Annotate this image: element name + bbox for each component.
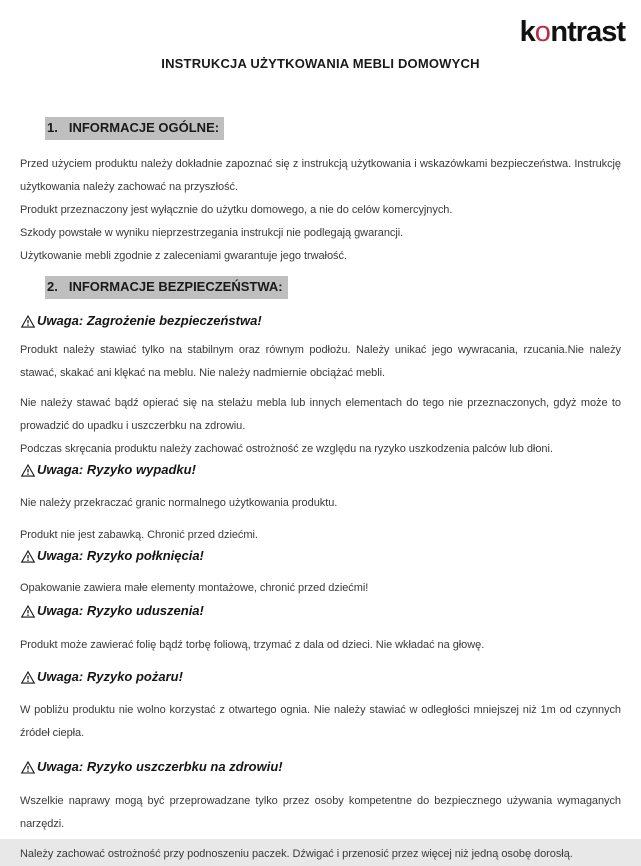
paragraph: Nie należy przekraczać granic normalnego użytkowania produktu. [20,497,338,509]
paragraph: Nie należy stawać bądź opierać się na stelażu mebla lub innych elementach do tego nie przeznaczonych, gdyż może to prowadzić do upadku i uszczerbku na zdrowiu. [20,397,621,432]
section-heading-informacje-bezpieczenstwa [45,276,621,299]
kontrast-logo [520,16,625,48]
logo-text-part2: ntrast [550,16,625,48]
page-header [0,0,641,50]
warning-triangle-icon [20,549,36,564]
warning-label: Uwaga: Ryzyko uduszenia! [37,603,204,618]
warning-triangle-icon [20,314,36,329]
warning-triangle-icon [20,604,36,619]
paragraph: Szkody powstałe w wyniku nieprzestrzegania instrukcji nie podlegają gwarancji. [20,227,404,239]
warning-triangle-icon [20,463,36,478]
warning-triangle-icon [20,670,36,685]
section-heading-label: INFORMACJE OGÓLNE: [68,120,220,135]
warning-triangle-icon [20,760,36,775]
paragraph: Należy zachować ostrożność przy podnoszeniu paczek. Dźwigać i przenosić przez więcej niż jedną osobę dorosłą. [20,848,573,860]
warning-heading [20,461,621,479]
paragraph: Opakowanie zawiera małe elementy montażowe, chronić przed dziećmi! [20,582,369,594]
paragraph: Produkt nie jest zabawką. Chronić przed dziećmi. [20,529,258,541]
paragraph: Podczas skręcania produktu należy zachować ostrożność ze względu na ryzyko uszkodzenia palców lub dłoni. [20,443,553,455]
paragraph: W pobliżu produktu nie wolno korzystać z otwartego ognia. Nie należy stawiać w odległości mniejszej niż 1m od czynnych źródeł ciepła. [20,704,621,739]
paragraph: Użytkowanie mebli zgodnie z zaleceniami gwarantuje jego trwałość. [20,250,347,262]
paragraph: Produkt przeznaczony jest wyłącznie do użytku domowego, a nie do celów komercyjnych. [20,204,453,216]
logo-red-o-icon: o [534,16,551,48]
page-title: INSTRUKCJA UŻYTKOWANIA MEBLI DOMOWYCH [161,56,480,71]
warning-heading [20,758,621,776]
warning-label: Uwaga: Ryzyko uszczerbku na zdrowiu! [37,759,283,774]
paragraph: Produkt może zawierać folię bądź torbę foliową, trzymać z dala od dzieci. Nie wkładać na głowę. [20,639,485,651]
warning-label: Uwaga: Ryzyko pożaru! [37,669,183,684]
section-heading-label: INFORMACJE BEZPIECZEŃSTWA: [68,279,283,294]
warning-heading [20,668,621,686]
warning-label: Uwaga: Zagrożenie bezpieczeństwa! [37,313,262,328]
section-number: 1. [47,120,58,135]
warning-label: Uwaga: Ryzyko wypadku! [37,462,196,477]
paragraph: Wszelkie naprawy mogą być przeprowadzane tylko przez osoby kompetentne do bezpiecznego używania wymaganych narzędzi. [20,795,621,830]
warning-label: Uwaga: Ryzyko połknięcia! [37,548,204,563]
warning-heading [20,312,621,330]
section-heading-informacje-ogolne [45,117,621,140]
warning-heading [20,602,621,620]
logo-text-part1: k [519,16,535,48]
warning-heading [20,547,621,565]
section-number: 2. [47,279,58,294]
document-body [0,117,641,866]
paragraph: Produkt należy stawiać tylko na stabilnym oraz równym podłożu. Należy unikać jego wywracania, rzucania.Nie należy stawać, skakać ani klękać na meblu. Nie należy nadmiernie obciążać mebli. [20,344,621,379]
paragraph: Przed użyciem produktu należy dokładnie zapoznać się z instrukcją użytkowania i wskazówkami bezpieczeństwa. Instrukcję użytkowania należy zachować na przyszłość. [20,158,621,193]
